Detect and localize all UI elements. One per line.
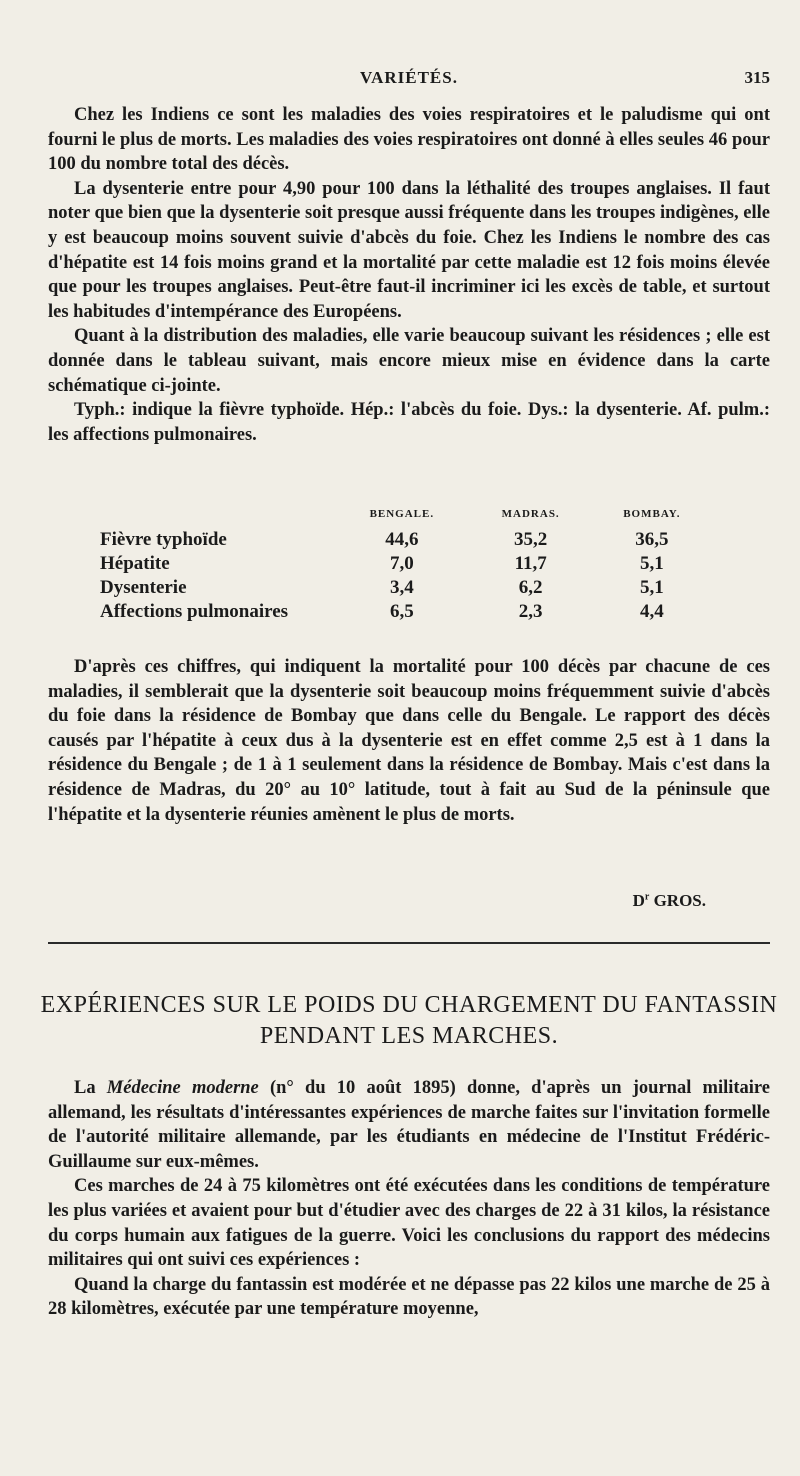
- section-title-line: PENDANT LES MARCHES.: [259, 1023, 559, 1049]
- author-signature: [633, 891, 706, 911]
- article-text-conclusion: [48, 655, 770, 827]
- table-cell: 36,5: [635, 529, 669, 550]
- row-label: Affections pulmonaires: [100, 601, 289, 622]
- table-row: [100, 528, 712, 552]
- table-header-cell: BOMBAY.: [623, 508, 681, 520]
- paragraph: Quant à la distribution des maladies, elle varie beaucoup suivant les résidences ; elle est donnée dans le tableau suivant, mais encore mieux mise en évidence dans la carte schématique ci-jointe.: [48, 326, 770, 396]
- paragraph: Ces marches de 24 à 75 kilomètres ont été exécutées dans les conditions de température les plus variées et avaient pour but d'étudier avec des charges de 22 à 31 kilos, la résistance du corps humain aux fatigues de la guerre. Voici les conclusions du rapport des médecins militaires qui ont suivi ces expériences :: [48, 1176, 770, 1271]
- running-title: VARIÉTÉS.: [360, 68, 458, 87]
- journal-title: Médecine moderne: [106, 1078, 259, 1098]
- paragraph: Quand la charge du fantassin est modérée et ne dépasse pas 22 kilos une marche de 25 à 28 kilomètres, exécutée par une température moyenne,: [48, 1274, 770, 1320]
- table-row: [100, 600, 712, 624]
- table-cell: 35,2: [514, 529, 548, 550]
- table-cell: 6,5: [389, 601, 414, 622]
- table-row: [100, 552, 712, 576]
- article-text-bottom: [48, 1076, 770, 1322]
- mortality-table: [100, 508, 712, 624]
- table-cell: 5,1: [639, 577, 664, 598]
- table-cell: 4,4: [639, 601, 664, 622]
- paragraph: La dysenterie entre pour 4,90 pour 100 dans la léthalité des troupes anglaises. Il faut noter que bien que la dysenterie soit presque aussi fréquente dans les troupes indigènes, elle y est beaucoup moins souvent suivie d'abcès du foie. Chez les Indiens le nombre des cas d'hépatite est 14 fois moins grand et la mortalité par cette maladie est 12 fois moins élevée que pour les troupes anglaises. Peut-être faut-il incriminer ici les excès de table, et surtout les habitudes d'intempérance des Européens.: [48, 178, 770, 322]
- table-cell: 44,6: [385, 529, 419, 550]
- signature-superscript: r: [644, 891, 650, 903]
- table-cell: 5,1: [639, 553, 664, 574]
- table-row: [100, 576, 712, 600]
- section-title: [40, 990, 778, 1052]
- signature-prefix: D: [632, 891, 645, 910]
- table-cell: 6,2: [518, 577, 543, 598]
- paragraph-start: La: [74, 1078, 107, 1098]
- paragraph: [48, 1076, 770, 1174]
- row-label: Dysenterie: [100, 577, 187, 598]
- paragraph: D'après ces chiffres, qui indiquent la mortalité pour 100 décès par chacune de ces maladies, il semblerait que la dysenterie soit beaucoup moins fréquemment suivie d'abcès du foie dans la résidence de Bombay que dans celle du Bengale. Le rapport des décès causés par l'hépatite à ceux dus à la dysenterie est en effet comme 2,5 est à 1 dans la résidence du Bengale ; de 1 à 1 seulement dans la résidence de Bombay. Mais c'est dans la résidence de Madras, du 20° au 10° latitude, tout à fait au Sud de la péninsule que l'hépatite et la dysenterie réunies amènent le plus de morts.: [48, 657, 770, 825]
- row-label: Fièvre typhoïde: [100, 529, 227, 550]
- paragraph: Typh.: indique la fièvre typhoïde. Hép.: l'abcès du foie. Dys.: la dysenterie. Af. pulm.: les affections pulmonaires.: [48, 400, 770, 445]
- paragraph: Chez les Indiens ce sont les maladies des voies respiratoires et le paludisme qui ont fourni le plus de morts. Les maladies des voies respiratoires ont donné à elles seules 46 pour 100 du nombre total des décès.: [48, 105, 770, 175]
- table-header-row: [100, 508, 712, 528]
- paragraph-rest: (n° du 10 août 1895) donne, d'après un journal militaire allemand, les résultats d'intéressantes expériences de marche faites sur l'invitation formelle de l'autorité militaire allemande, par les étudiants en médecine de l'Institut Frédéric-Guillaume sur eux-mêmes.: [48, 1078, 770, 1172]
- section-title-line: EXPÉRIENCES SUR LE POIDS DU CHARGEMENT DU FANTASSIN: [40, 992, 778, 1018]
- table-header-cell: [100, 508, 334, 528]
- table-header-cell: BENGALE.: [369, 508, 435, 520]
- table-cell: 3,4: [389, 577, 414, 598]
- signature-name: GROS.: [653, 891, 706, 910]
- row-label: Hépatite: [100, 553, 170, 574]
- table-cell: 11,7: [514, 553, 547, 574]
- running-header: [48, 68, 770, 94]
- table-header-cell: MADRAS.: [501, 508, 560, 520]
- article-text-top: [48, 103, 770, 447]
- table-cell: 2,3: [518, 601, 543, 622]
- table-cell: 7,0: [389, 553, 414, 574]
- page-number: 315: [744, 68, 770, 87]
- section-divider: [48, 942, 770, 944]
